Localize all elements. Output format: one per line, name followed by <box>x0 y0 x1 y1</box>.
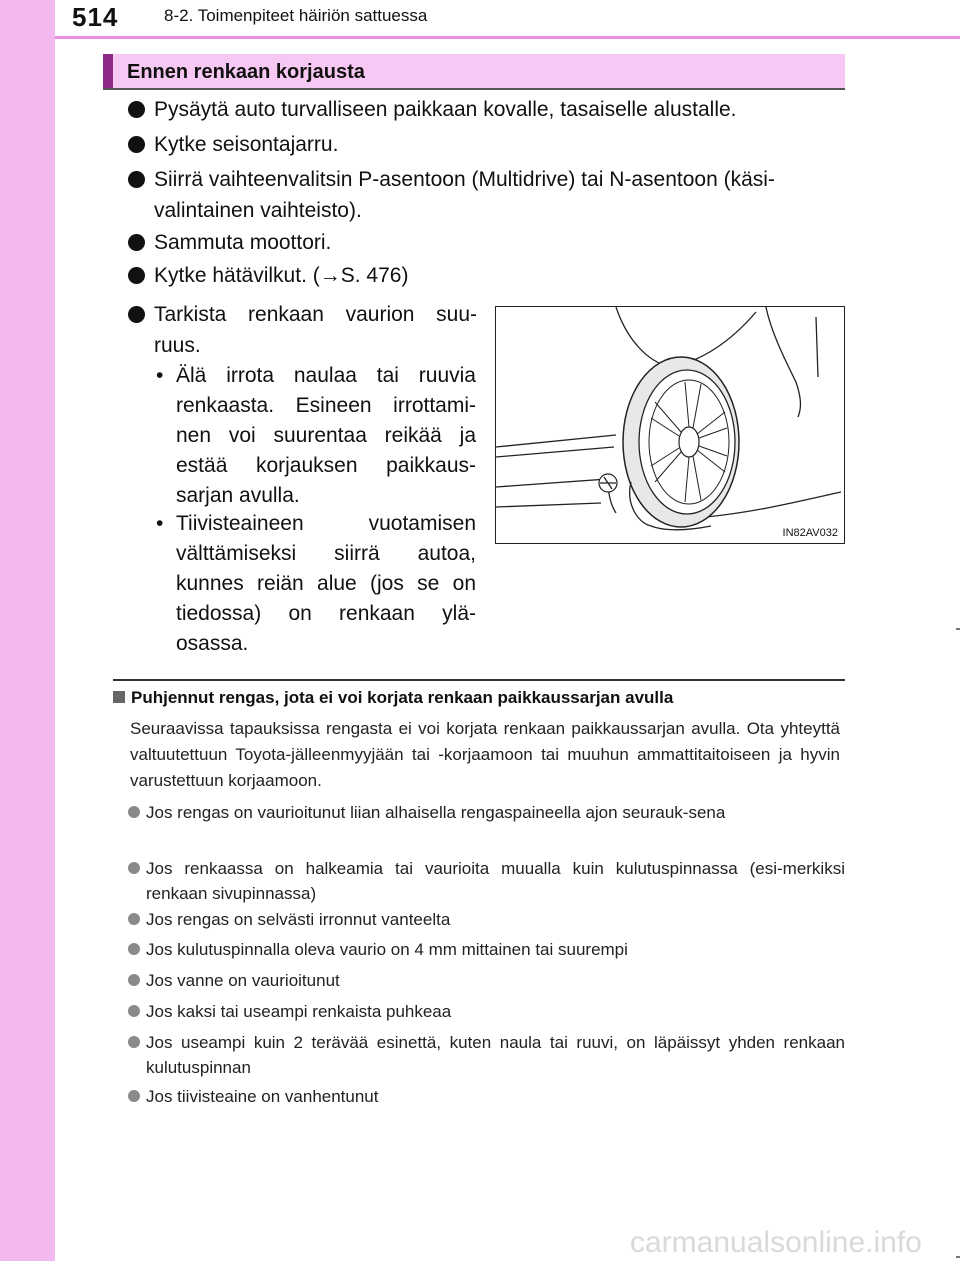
list-item <box>128 907 845 932</box>
section-heading: Ennen renkaan korjausta <box>127 61 365 83</box>
list-item <box>128 968 845 993</box>
body-line-2 <box>496 447 614 457</box>
chapter-title: 8-2. Toimenpiteet häiriön sattuessa <box>164 6 428 25</box>
bullet-dot-icon <box>128 267 145 284</box>
list-item-text: Kytke seisontajarru. <box>154 133 339 156</box>
list-item <box>128 937 845 962</box>
header-rule <box>55 36 960 39</box>
subsection-title <box>113 688 673 708</box>
bullet-dot-icon <box>128 1036 140 1048</box>
list-item <box>128 164 845 226</box>
sub-item <box>156 361 476 511</box>
list-item-text: Jos kaksi tai useampi renkaista puhkeaa <box>146 1002 452 1021</box>
list-item-text: Kytke hätävilkut. (→S. 476) <box>154 264 409 287</box>
bullet-dot-icon <box>128 306 145 323</box>
subsection-title-text: Puhjennut rengas, jota ei voi korjata renkaan paikkaussarjan avulla <box>131 688 674 707</box>
crop-mark <box>956 1256 960 1258</box>
list-item-text-line-1: Siirrä vaihteenvalitsin P-asentoon (Multidrive) tai N-asentoon (käsi- <box>154 168 775 191</box>
bullet-dot-icon <box>128 806 140 818</box>
list-item-text: Jos rengas on selvästi irronnut vanteelta <box>146 910 451 929</box>
bullet-dot-icon <box>128 913 140 925</box>
list-item <box>128 129 845 160</box>
sub-item-text: Tiivisteaineen vuotamisen välttämiseksi siirrä autoa, kunnes reiän alue (jos se on tiedossa) on renkaan ylä-osassa. <box>176 512 476 655</box>
body-line-1 <box>496 435 616 447</box>
bullet-dot-icon <box>128 1090 140 1102</box>
nail-marker-icon <box>599 474 617 492</box>
check-damage-text-line-1: Tarkista renkaan vaurion suu- <box>154 303 477 326</box>
sub-item-text: Älä irrota naulaa tai ruuvia renkaasta. Esineen irrottami-nen voi suurentaa reikää ja estää korjauksen paikkaus-sarjan avulla. <box>176 364 476 507</box>
bullet-dot-icon <box>128 974 140 986</box>
watermark: carmanualsonline.info <box>630 1226 922 1259</box>
bullet-dot-icon <box>128 171 145 188</box>
sub-item-bullet: • <box>156 364 164 387</box>
bullet-dot-icon <box>128 862 140 874</box>
check-damage-item <box>128 299 477 361</box>
list-item-text: Sammuta moottori. <box>154 231 332 254</box>
page-sidebar <box>0 0 55 1261</box>
sub-item-bullet: • <box>156 512 164 535</box>
ground-line <box>496 503 601 507</box>
bullet-dot-icon <box>128 1005 140 1017</box>
list-item-text: Jos rengas on vaurioitunut liian alhaisella rengaspaineella ajon seurauk-sena <box>146 803 726 822</box>
list-item-text-line-2: valintainen vaihteisto). <box>154 199 362 222</box>
sub-item <box>156 509 476 659</box>
fender-rear-line <box>766 307 800 417</box>
subsection-intro: Seuraavissa tapauksissa rengasta ei voi korjata renkaan paikkaussarjan avulla. Ota yhteyttä valtuutettuun Toyota-jälleenmyyjään tai -korjaamoon tai muuhun ammattitaitoiseen ja hyvin varustettuun korjaamoon. <box>130 719 840 790</box>
list-item-text: Jos kulutuspinnalla oleva vaurio on 4 mm mittainen tai suurempi <box>146 940 628 959</box>
sill-line <box>496 479 616 513</box>
bullet-dot-icon <box>128 136 145 153</box>
list-item <box>128 94 845 125</box>
section-heading-accent <box>103 54 113 88</box>
wheel-group <box>623 357 739 530</box>
list-item <box>128 227 845 258</box>
list-item-text: Jos useampi kuin 2 terävää esinettä, kuten naula tai ruuvi, on läpäissyt yhden renkaan kulutuspinnan <box>146 1033 845 1077</box>
list-item <box>128 999 845 1024</box>
section-divider <box>113 679 845 681</box>
list-item <box>128 800 845 825</box>
list-item <box>128 1030 845 1080</box>
list-item-text: Jos tiivisteaine on vanhentunut <box>146 1087 379 1106</box>
list-item-text: Jos renkaassa on halkeamia tai vaurioita muualla kuin kulutuspinnassa (esi-merkiksi renkaan sivupinnassa) <box>146 859 845 903</box>
hub <box>679 427 699 457</box>
section-heading-box <box>103 54 845 90</box>
tire-figure <box>495 306 845 544</box>
check-damage-text-line-2: ruus. <box>154 334 201 357</box>
list-item-text: Pysäytä auto turvalliseen paikkaan kovalle, tasaiselle alustalle. <box>154 98 737 121</box>
square-bullet-icon <box>113 691 125 703</box>
list-item <box>128 856 845 906</box>
figure-code: IN82AV032 <box>782 527 838 539</box>
tire-damage-illustration-icon <box>496 307 843 542</box>
bullet-dot-icon <box>128 234 145 251</box>
door-edge-line <box>816 317 818 377</box>
list-item-text: Jos vanne on vaurioitunut <box>146 971 340 990</box>
bullet-dot-icon <box>128 101 145 118</box>
bullet-dot-icon <box>128 943 140 955</box>
list-item <box>128 260 845 291</box>
page-number: 514 <box>72 2 119 32</box>
list-item <box>128 1084 845 1109</box>
crop-mark <box>956 628 960 630</box>
